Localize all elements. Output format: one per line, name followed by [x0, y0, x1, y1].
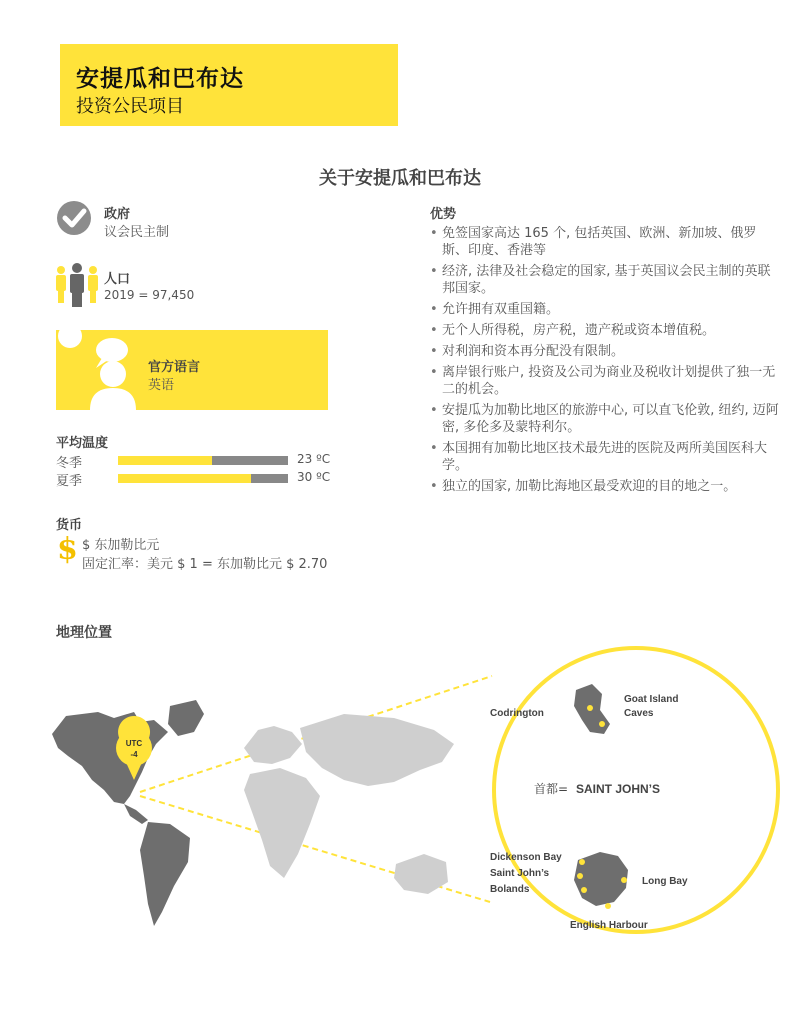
saint-johns-label: Saint John’s [490, 868, 550, 879]
south-america-shape [140, 822, 190, 926]
currency-name: $ 东加勒比元 [82, 538, 160, 553]
language-value: 英语 [148, 378, 175, 393]
advantage-item: • 本国拥有加勒比地区技术最先进的医院及两所美国医科大学。 [430, 440, 780, 474]
advantage-item: • 免签国家高达 165 个, 包括英国、欧洲、新加坡、俄罗斯、印度、香港等 [430, 225, 780, 259]
advantage-item: • 对利润和资本再分配没有限制。 [430, 343, 780, 360]
speaker-icon [56, 322, 146, 414]
saint-johns-marker [577, 873, 583, 879]
goat-island-label: Goat Island [624, 694, 679, 705]
section-title: 关于安提瓜和巴布达 [319, 168, 481, 189]
utc-label: UTC [125, 739, 143, 748]
government-value: 议会民主制 [104, 225, 170, 240]
winter-bar-fill [118, 456, 212, 465]
central-america-shape [124, 804, 148, 824]
language-label: 官方语言 [148, 360, 201, 375]
summer-bar [118, 474, 288, 483]
winter-bar [118, 456, 288, 465]
population-value: 2019 = 97,450 [104, 288, 195, 302]
summer-label: 夏季 [56, 474, 83, 489]
world-map [44, 640, 784, 960]
currency-label: 货币 [56, 518, 83, 533]
australia-shape [394, 854, 448, 894]
bolands-marker [581, 887, 587, 893]
long-bay-marker [621, 877, 627, 883]
codrington-label: Codrington [490, 708, 544, 719]
utc-offset: -4 [130, 750, 138, 759]
advantage-item: • 安提瓜为加勒比地区的旅游中心, 可以直飞伦敦, 纽约, 迈阿密, 多伦多及蒙特利尔。 [430, 402, 780, 436]
summer-bar-fill [118, 474, 251, 483]
people-icon [54, 262, 100, 308]
checkmark-icon [56, 200, 92, 236]
summer-temp: 30 ºC [297, 470, 331, 484]
north-america-shape [52, 712, 168, 804]
asia-shape [300, 714, 454, 786]
winter-label: 冬季 [56, 456, 83, 471]
africa-shape [244, 768, 320, 878]
temperature-label: 平均温度 [56, 436, 109, 451]
advantage-item: • 允许拥有双重国籍。 [430, 301, 780, 318]
population-label: 人口 [104, 272, 131, 287]
english-harbour-label: English Harbour [570, 920, 648, 931]
long-bay-label: Long Bay [642, 876, 688, 887]
bolands-label: Bolands [490, 884, 530, 895]
dickenson-bay-marker [579, 859, 585, 865]
advantage-item: • 独立的国家, 加勒比海地区最受欢迎的目的地之一。 [430, 478, 780, 495]
page-subtitle: 投资公民项目 [76, 96, 184, 117]
currency-rate: 固定汇率：美元 $ 1 = 东加勒比元 $ 2.70 [82, 557, 328, 572]
capital-label: 首都= [534, 782, 569, 796]
europe-shape [244, 726, 302, 764]
codrington-marker [587, 705, 593, 711]
dollar-icon: $ [57, 532, 78, 567]
dickenson-bay-label: Dickenson Bay [490, 852, 562, 863]
capital-name: SAINT JOHN’S [576, 782, 661, 796]
winter-temp: 23 ºC [297, 452, 331, 466]
greenland-shape [168, 700, 204, 736]
advantage-item: • 无个人所得税，房产税，遗产税或资本增值税。 [430, 322, 780, 339]
page-title: 安提瓜和巴布达 [76, 66, 244, 92]
goat-island-marker [599, 721, 605, 727]
advantages-label: 优势 [430, 207, 457, 222]
english-harbour-marker [605, 903, 611, 909]
advantage-item: • 离岸银行账户, 投资及公司为商业及税收计划提供了独一无二的机会。 [430, 364, 780, 398]
government-label: 政府 [104, 207, 131, 222]
advantages-list [430, 225, 780, 499]
geography-label: 地理位置 [56, 625, 112, 641]
advantage-item: • 经济, 法律及社会稳定的国家, 基于英国议会民主制的英联邦国家。 [430, 263, 780, 297]
caves-label: Caves [624, 708, 654, 719]
